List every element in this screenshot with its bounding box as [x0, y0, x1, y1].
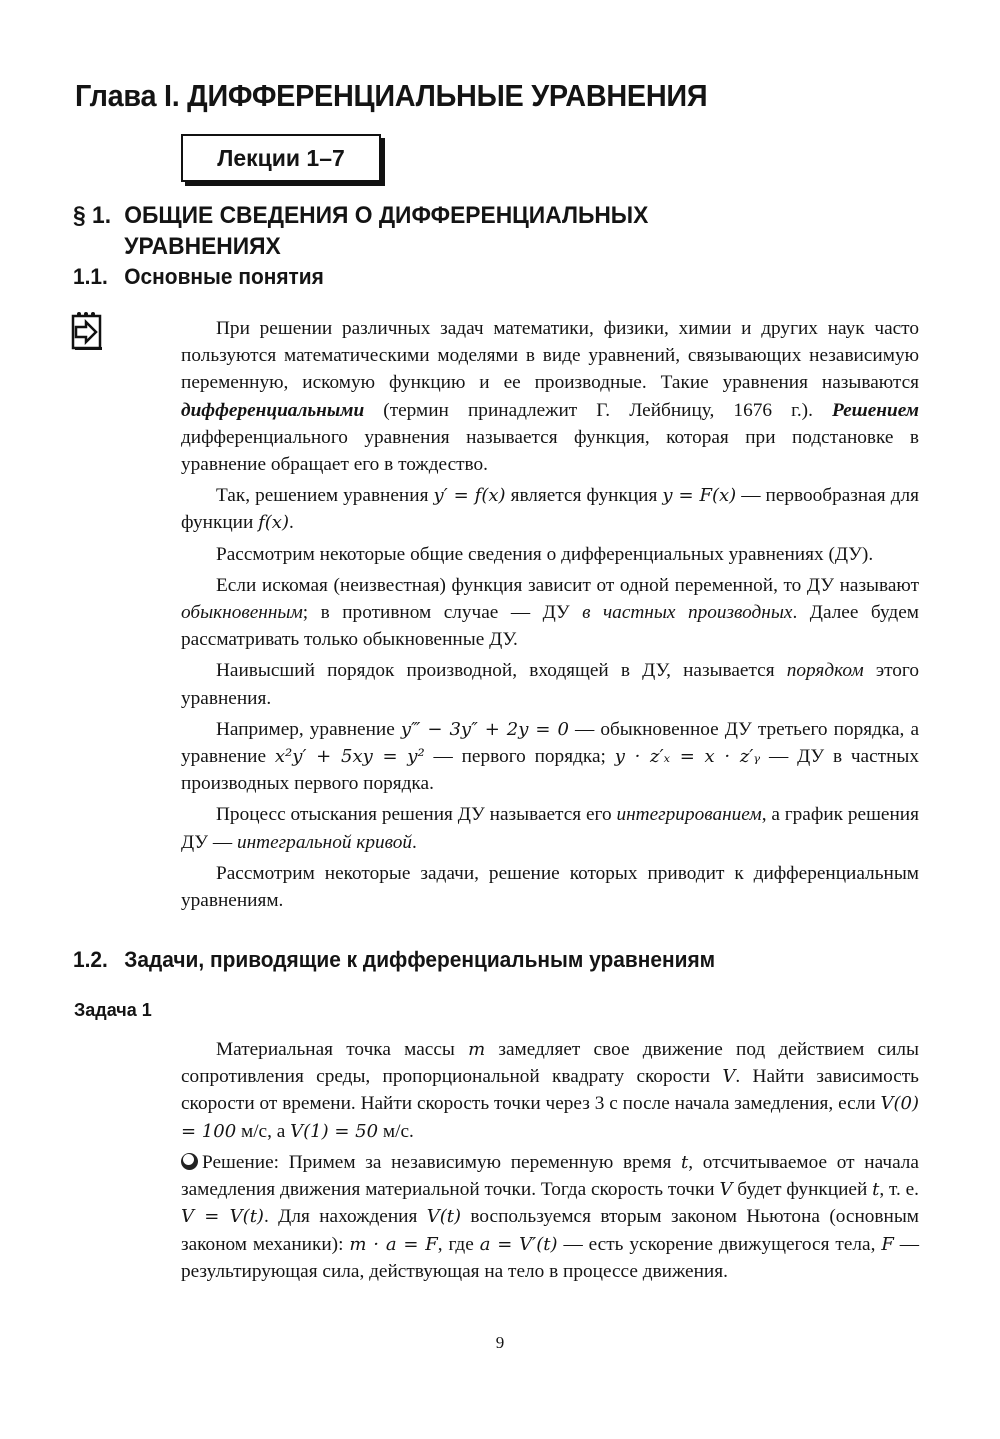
task-text: Материальная точка массы m замедляет свое движение под действием силы сопротивления среды, пропорциональной квадрату скорости V. Найти зависимость скорости от времени. Найти скорость точки через 3 с после начала замедления, если V(0) = 100 м/с, а V(1) = 50 м/с.: [181, 1039, 919, 1142]
paragraph-ordinary-partial: Если искомая (неизвестная) функция зависит от одной переменной, то ДУ называют обыкновенным; в противном случае — ДУ в частных производных. Далее будем рассматривать только обыкновенные ДУ.: [181, 574, 919, 651]
term-solution: Решением: [832, 399, 919, 421]
term-differential: дифференциальными: [181, 399, 365, 421]
paragraph-example-antiderivative: Так, решением уравнения y′ = f(x) является функция y = F(x) — первообразная для функции f(x).: [181, 485, 919, 534]
lectures-label: Лекции 1–7: [217, 144, 345, 171]
solution-circle-icon: [181, 1153, 198, 1170]
paragraph-problems-intro: Рассмотрим некоторые задачи, решение которых приводит к дифференциальным уравнениям.: [181, 862, 919, 912]
chapter-title: [75, 78, 707, 114]
chapter-name: ДИФФЕРЕНЦИАЛЬНЫЕ УРАВНЕНИЯ: [187, 78, 708, 113]
paragraph-examples: Например, уравнение y‴ − 3y″ + 2y = 0 — обыкновенное ДУ третьего порядка, а уравнение x²y′ + 5xy = y² — первого порядка; y · z′ₓ = x · z′ᵧ — ДУ в частных производных первого порядка.: [181, 718, 920, 795]
page-number: 9: [495, 1333, 505, 1352]
subsection-name: Задачи, приводящие к дифференциальным уравнениям: [124, 947, 716, 972]
term-integral-curve: интегральной кривой: [236, 831, 413, 853]
subsection-name: Основные понятия: [124, 264, 324, 289]
paragraph-definition: При решении различных задач математики, физики, химии и других наук часто пользуются математическими моделями в виде уравнений, связывающих независимую переменную, искомую функцию и ее производные. Такие уравнения называются дифференциальными (термин принадлежит Г. Лейбницу, 1676 г.). Решением дифференциального уравнения называется функция, которая при подстановке в уравнение обращает его в тождество.: [181, 318, 919, 476]
subsection-number: 1.2.: [73, 947, 108, 972]
term-order: порядком: [786, 660, 864, 682]
intro-text-block: [181, 315, 919, 914]
lectures-box: [181, 134, 381, 182]
term-integration: интегрированием: [616, 804, 762, 826]
subsection-number: 1.1.: [73, 264, 108, 289]
section-title-line2: УРАВНЕНИЯХ: [124, 233, 281, 260]
section-title-line1: ОБЩИЕ СВЕДЕНИЯ О ДИФФЕРЕНЦИАЛЬНЫХ: [124, 202, 649, 229]
solution-label: Решение:: [202, 1152, 279, 1173]
paragraph-integration: Процесс отыскания решения ДУ называется его интегрированием, а график решения ДУ — интегральной кривой.: [181, 804, 919, 853]
section-title: [73, 200, 648, 262]
notepad-arrow-icon: [70, 310, 106, 352]
section-number: § 1.: [73, 202, 112, 229]
solution-text: Решение: Примем за независимую переменную время t, отсчитываемое от начала замедления движения материальной точки. Тогда скорость точки V будет функцией t, т. е. V = V(t). Для нахождения V(t) воспользуемся вторым законом Ньютона (основным законом механики): m · a = F, где a = V′(t) — есть ускорение движущегося тела, F — результирующая сила, действующая на тело в процессе движения.: [181, 1152, 920, 1282]
chapter-label: Глава I.: [75, 78, 180, 113]
paragraph-order: Наивысший порядок производной, входящей в ДУ, называется порядком этого уравнения.: [181, 660, 919, 709]
solution-block: [181, 1149, 919, 1285]
subsection-title-1: [73, 264, 324, 290]
paragraph-general-info: Рассмотрим некоторые общие сведения о дифференциальных уравнениях (ДУ).: [216, 543, 874, 565]
task-statement: [181, 1036, 919, 1145]
term-ordinary: обыкновенным: [181, 602, 303, 624]
term-partial: в частных производных: [582, 602, 793, 624]
task-label: Задача 1: [74, 1000, 152, 1020]
subsection-title-2: [73, 947, 715, 973]
